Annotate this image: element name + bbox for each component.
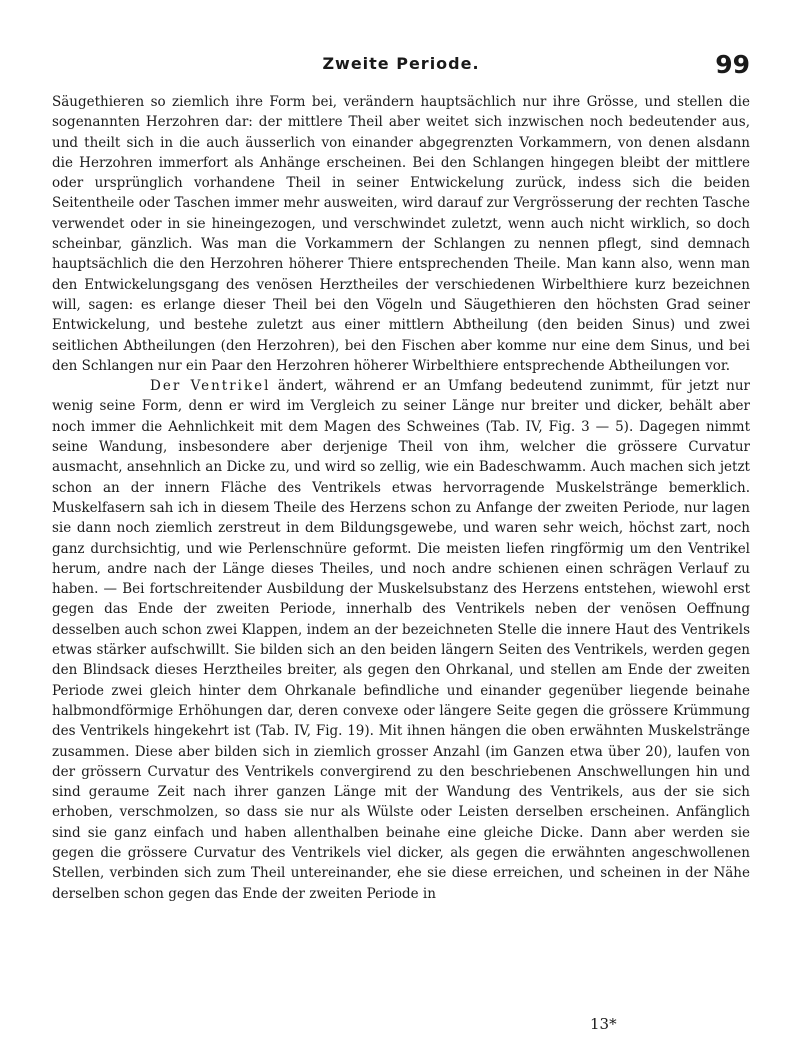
paragraph-2 [52,376,750,904]
paragraph-2-lead: Der Ventrikel [150,378,271,395]
page-number: 99 [715,50,750,79]
paragraph-2-text: ändert, während er an Umfang bedeutend zunimmt, für jetzt nur wenig seine Form, denn er wird im Vergleich zu seiner Länge nur breiter und dicker, behält aber noch immer die Aehnlichkeit mit dem Magen des Schweines (Tab. IV, Fig. 3 — 5). Dagegen nimmt seine Wandung, insbesondere aber derjenige Theil von ihm, welcher die grössere Curvatur ausmacht, ansehnlich an Dicke zu, und wird so zellig, wie ein Badeschwamm. Auch machen sich jetzt schon an der innern Fläche des Ventrikels etwas hervorragende Muskelstränge bemerklich. Muskelfasern sah ich in diesem Theile des Herzens schon zu Anfange der zweiten Periode, nur lagen sie dann noch ziemlich zerstreut in dem Bildungsgewebe, und waren sehr weich, höchst zart, noch ganz durchsichtig, und wie Perlenschnüre geformt. Die meisten liefen ringförmig um den Ventrikel herum, andre nach der Länge dieses Theiles, und noch andre schienen einen schrägen Verlauf zu haben. — Bei fortschreitender Ausbildung der Muskelsubstanz des Herzens entstehen, wiewohl erst gegen das Ende der zweiten Periode, innerhalb des Ventrikels neben der venösen Oeffnung desselben auch schon zwei Klappen, indem an der bezeichneten Stelle die innere Haut des Ventrikels etwas stärker aufschwillt. Sie bilden sich an den beiden längern Seiten des Ventrikels, werden gegen den Blindsack dieses Herztheiles breiter, als gegen den Ohrkanal, und stellen am Ende der zweiten Periode zwei gleich hinter dem Ohrkanale befindliche und einander gegenüber liegende beinahe halbmondförmige Erhöhungen dar, deren convexe oder längere Seite gegen die grössere Krümmung des Ventrikels hingekehrt ist (Tab. IV, Fig. 19). Mit ihnen hängen die oben erwähnten Muskelstränge zusammen. Diese aber bilden sich in ziemlich grosser Anzahl (im Ganzen etwa über 20), laufen von der grössern Curvatur des Ventrikels convergirend zu den beschriebenen Anschwellungen hin und sind geraume Zeit nach ihrer ganzen Länge mit der Wandung des Ventrikels, aus der sie sich erhoben, verschmolzen, so dass sie nur als Wülste oder Leisten derselben erscheinen. Anfänglich sind sie ganz einfach und haben allenthalben beinahe eine gleiche Dicke. Dann aber werden sie gegen die grössere Curvatur des Ventrikels viel dicker, als gegen die erwähnten angeschwollenen Stellen, verbinden sich zum Theil untereinander, ehe sie diese erreichen, und scheinen in der Nähe derselben schon gegen das Ende der zweiten Periode in [52,378,750,902]
running-head [52,50,750,82]
paragraph-1: Säugethieren so ziemlich ihre Form bei, verändern hauptsächlich nur ihre Grösse, und stellen die sogenannten Herzohren dar: der mittlere Theil aber weitet sich inzwischen noch bedeutender aus, und theilt sich in die auch äusserlich von einander abgegrenzten Vorkammern, von denen alsdann die Herzohren immerfort als Anhänge erscheinen. Bei den Schlangen hingegen bleibt der mittlere oder ursprünglich vorhandene Theil in seiner Entwickelung zurück, indess sich die beiden Seitentheile oder Taschen immer mehr ausweiten, wird darauf zur Vergrösserung der rechten Tasche verwendet oder in sie hineingezogen, und verschwindet zuletzt, wenn auch nicht wirklich, so doch scheinbar, gänzlich. Was man die Vorkammern der Schlangen zu nennen pflegt, sind demnach hauptsächlich die den Herzohren höherer Thiere entsprechenden Theile. Man kann also, wenn man den Entwickelungsgang des venösen Herztheiles der verschiedenen Wirbelthiere kurz bezeichnen will, sagen: es erlange dieser Theil bei den Vögeln und Säugethieren den höchsten Grad seiner Entwickelung, und bestehe zuletzt aus einer mittlern Abtheilung (den beiden Sinus) und zwei seitlichen Abtheilungen (den Herzohren), bei den Fischen aber komme nur eine dem Sinus, und bei den Schlangen nur ein Paar den Herzohren höherer Wirbelthiere entsprechende Abtheilungen vor. [52,94,750,374]
signature-mark: 13* [590,1015,617,1033]
body-text [52,92,750,904]
running-title: Zweite Periode. [322,54,480,73]
